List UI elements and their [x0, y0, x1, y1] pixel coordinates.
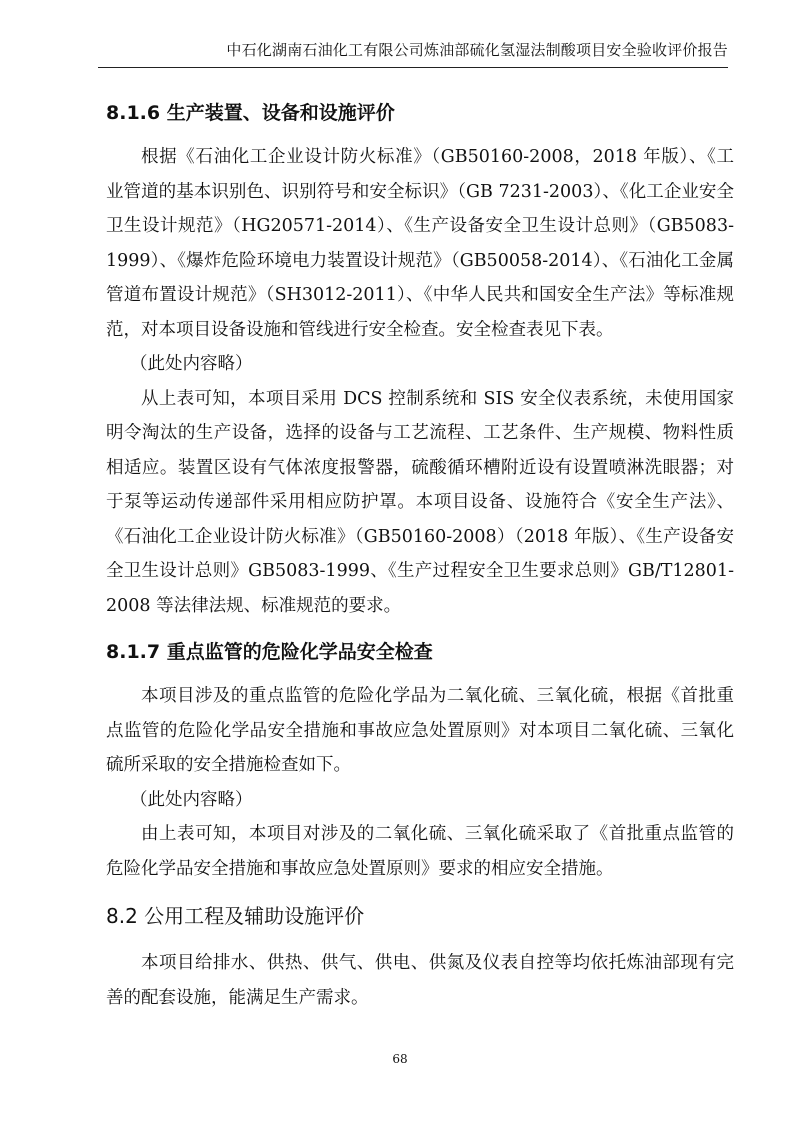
paragraph-equipment-conclusion: 从上表可知，本项目采用 DCS 控制系统和 SIS 安全仪表系统，未使用国家明令淘汰的生产设备，选择的设备与工艺流程、工艺条件、生产规模、物料性质相适应。装置区设有气体浓度报警器，硫酸循环槽附近设有设置喷淋洗眼器；对于泵等运动传递部件采用相应防护罩。本项目设备、设施符合《安全生产法》、《石油化工企业设计防火标准》（GB50160-2008）（2018 年版）、《生产设备安全卫生设计总则》GB5083-1999、《生产过程安全卫生要求总则》GB/T12801-2008 等法律法规、标准规范的要求。 — [106, 388, 734, 616]
omitted-content-note: （此处内容略） — [130, 354, 253, 374]
section-heading-8-2: 8.2 公用工程及辅助设施评价 — [106, 904, 365, 928]
paragraph-hazardous-chemicals: 本项目涉及的重点监管的危险化学品为二氧化硫、三氧化硫，根据《首批重点监管的危险化学品安全措施和事故应急处置原则》对本项目二氧化硫、三氧化硫所采取的安全措施检查如下。 — [106, 686, 734, 775]
omitted-content-note: （此处内容略） — [130, 789, 253, 810]
section-heading-8-1-7: 8.1.7 重点监管的危险化学品安全检查 — [106, 641, 433, 663]
page-number: 68 — [392, 1052, 408, 1066]
header-divider — [98, 67, 728, 68]
paragraph-utilities: 本项目给排水、供热、供气、供电、供氮及仪表自控等均依托炼油部现有完善的配套设施，能满足生产需求。 — [106, 953, 734, 1008]
paragraph-standards-list: 根据《石油化工企业设计防火标准》（GB50160-2008，2018 年版）、《工业管道的基本识别色、识别符号和安全标识》（GB 7231-2003）、《化工企业安全卫生设计规范》（HG20571-2014）、《生产设备安全卫生设计总则》（GB5083-1999）、《爆炸危险环境电力装置设计规范》（GB50058-2014）、《石油化工金属管道布置设计规范》（SH3012-2011）、《中华人民共和国安全生产法》等标准规范，对本项目设备设施和管线进行安全检查。安全检查表见下表。 — [106, 147, 734, 340]
section-heading-8-1-6: 8.1.6 生产装置、设备和设施评价 — [106, 102, 395, 124]
page-header: 中石化湖南石油化工有限公司炼油部硫化氢湿法制酸项目安全验收评价报告 — [226, 41, 728, 59]
page-body — [106, 92, 734, 1015]
paragraph-chemicals-conclusion: 由上表可知，本项目对涉及的二氧化硫、三氧化硫采取了《首批重点监管的危险化学品安全措施和事故应急处置原则》要求的相应安全措施。 — [106, 824, 734, 879]
